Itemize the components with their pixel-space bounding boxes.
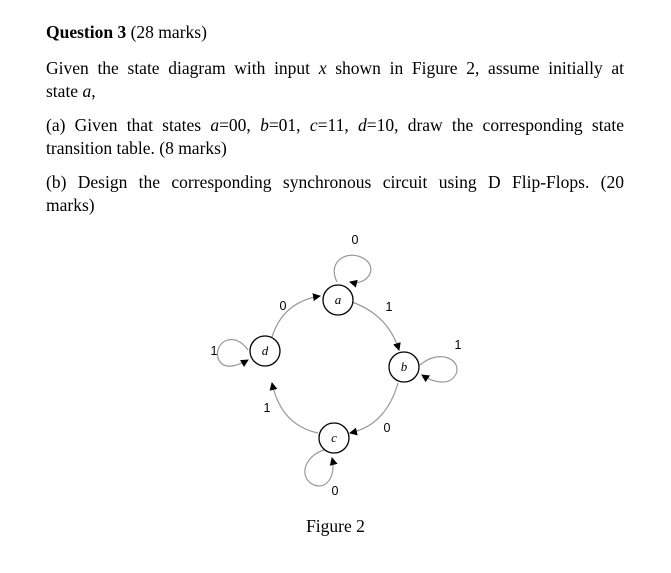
intro-text: state: [46, 81, 83, 101]
self-loop-d: [217, 340, 248, 367]
part-b-line-2: marks): [46, 195, 95, 215]
state-b-label: b: [400, 359, 408, 374]
intro-line-2: [46, 81, 624, 102]
state-code: =00,: [219, 115, 261, 135]
label-c-to-d: 1: [263, 401, 271, 415]
input-variable: x: [318, 58, 327, 78]
label-b-to-b: 1: [454, 338, 462, 352]
part-a-text: (a) Given that states: [46, 115, 211, 135]
part-a-line-2: transition table. (8 marks): [46, 138, 227, 158]
label-a-to-a: 0: [351, 233, 359, 247]
state-code: =11,: [317, 115, 358, 135]
state-diagram-svg: [180, 220, 480, 520]
transition-b-to-c: [350, 383, 398, 433]
self-loop-b: [420, 357, 457, 382]
state-a-label: a: [334, 292, 342, 307]
figure-caption: Figure 2: [306, 516, 365, 536]
question-marks: (28 marks): [130, 22, 207, 42]
part-b-line-1: (b) Design the corresponding synchronous circuit using D Flip-Flops. (20: [46, 172, 624, 192]
question-heading: [46, 22, 624, 43]
label-a-to-b: 1: [385, 300, 393, 314]
state-d: [250, 336, 280, 366]
transition-c-to-d: [272, 383, 318, 433]
label-d-to-a: 0: [279, 299, 287, 313]
self-loop-c: [305, 450, 333, 486]
state-diagram: [180, 220, 480, 520]
intro-text: Given the state diagram with input: [46, 58, 319, 78]
state-c: [319, 423, 349, 453]
state-b: [389, 352, 419, 382]
intro-text: shown in Figure 2, assume initially at: [326, 58, 624, 78]
state-name: c: [309, 115, 318, 135]
state-a: [323, 285, 353, 315]
question-title: Question 3: [46, 22, 127, 42]
initial-state: a: [82, 81, 92, 101]
state-name: a: [210, 115, 220, 135]
intro-line-1: [46, 58, 624, 79]
state-code: =01,: [268, 115, 310, 135]
label-c-to-c: 0: [331, 484, 339, 498]
part-a-text: =10, draw the corresponding state: [366, 115, 624, 135]
intro-text: ,: [91, 81, 96, 101]
self-loop-a: [334, 255, 371, 282]
state-name: b: [260, 115, 269, 135]
state-c-label: c: [331, 430, 337, 445]
state-d-label: d: [261, 343, 269, 358]
state-name: d: [357, 115, 367, 135]
label-d-to-d: 1: [210, 344, 218, 358]
label-b-to-c: 0: [383, 421, 391, 435]
part-a-line-1: [46, 115, 624, 136]
